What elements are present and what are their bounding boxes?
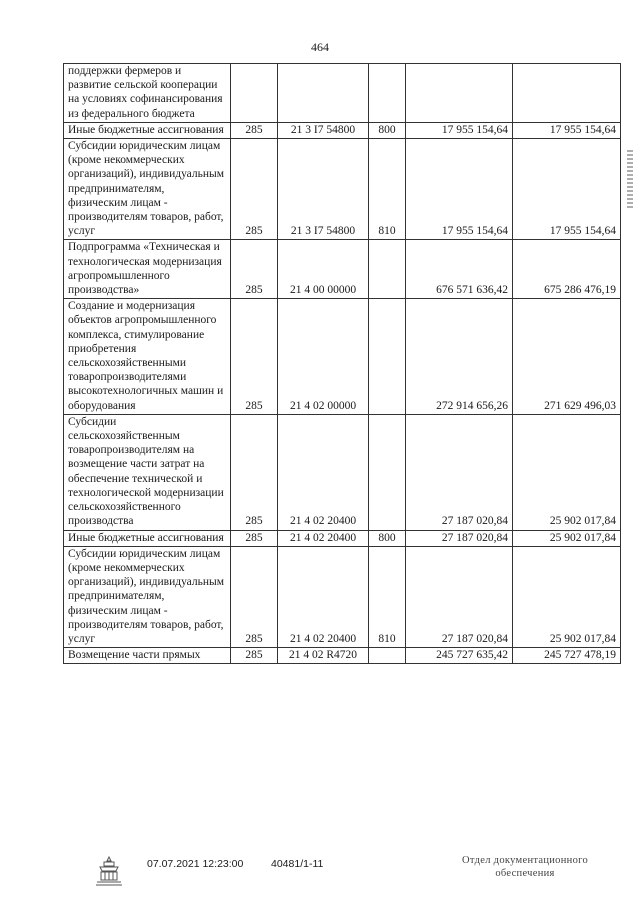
- footer-stamp-line2: обеспечения: [495, 868, 555, 879]
- footer-stamp: [440, 854, 610, 880]
- coat-of-arms-icon: [92, 854, 126, 888]
- table-row: [64, 414, 621, 530]
- row-target-item: 21 4 02 20400: [278, 414, 369, 530]
- row-amount-year1: 17 955 154,64: [406, 139, 513, 240]
- row-expense-type: [369, 299, 406, 415]
- row-amount-year2: 271 629 496,03: [513, 299, 621, 415]
- row-amount-year1: 27 187 020,84: [406, 530, 513, 546]
- row-amount-year2: 25 902 017,84: [513, 530, 621, 546]
- row-name: Иные бюджетные ассигнования: [64, 530, 231, 546]
- table-row: [64, 240, 621, 299]
- row-code: 285: [231, 648, 278, 664]
- row-amount-year2: 245 727 478,19: [513, 648, 621, 664]
- row-expense-type: 810: [369, 546, 406, 647]
- row-expense-type: 810: [369, 139, 406, 240]
- row-target-item: 21 4 02 20400: [278, 530, 369, 546]
- row-expense-type: 800: [369, 122, 406, 138]
- scan-margin-mark: [627, 150, 633, 210]
- footer-stamp-line1: Отдел документационного: [461, 855, 589, 866]
- row-code: 285: [231, 299, 278, 415]
- footer-doc-number: 40481/1-11: [271, 858, 324, 870]
- row-name: Субсидии юридическим лицам (кроме некоммерческих организаций), индивидуальным предпринимателям, физическим лицам - производителям товаров, работ, услуг: [64, 139, 231, 240]
- row-expense-type: [369, 240, 406, 299]
- row-amount-year2: [513, 64, 621, 123]
- row-name: Подпрограмма «Техническая и технологическая модернизация агропромышленного производства»: [64, 240, 231, 299]
- row-name: Субсидии юридическим лицам (кроме некоммерческих организаций), индивидуальным предпринимателям, физическим лицам - производителям товаров, работ, услуг: [64, 546, 231, 647]
- row-code: 285: [231, 139, 278, 240]
- row-name: Субсидии сельскохозяйственным товаропроизводителям на возмещение части затрат на обеспечение технической и технологической модернизации сельскохозяйственного производства: [64, 414, 231, 530]
- row-amount-year1: 272 914 656,26: [406, 299, 513, 415]
- row-code: 285: [231, 414, 278, 530]
- table-row: [64, 546, 621, 647]
- row-name: поддержки фермеров и развитие сельской кооперации на условиях софинансирования из федерального бюджета: [64, 64, 231, 123]
- table-row: [64, 64, 621, 123]
- row-target-item: [278, 64, 369, 123]
- row-amount-year2: 17 955 154,64: [513, 122, 621, 138]
- budget-table: [63, 63, 621, 664]
- row-target-item: 21 4 02 R4720: [278, 648, 369, 664]
- row-amount-year1: [406, 64, 513, 123]
- row-name: Иные бюджетные ассигнования: [64, 122, 231, 138]
- row-amount-year1: 676 571 636,42: [406, 240, 513, 299]
- row-code: [231, 64, 278, 123]
- row-expense-type: [369, 648, 406, 664]
- footer-date: 07.07.2021 12:23:00: [147, 858, 244, 870]
- table-row: [64, 530, 621, 546]
- row-amount-year1: 17 955 154,64: [406, 122, 513, 138]
- row-amount-year1: 245 727 635,42: [406, 648, 513, 664]
- row-target-item: 21 3 I7 54800: [278, 139, 369, 240]
- row-name: Создание и модернизация объектов агропромышленного комплекса, стимулирование приобретения сельскохозяйственными товаропроизводителями высокотехнологичных машин и оборудования: [64, 299, 231, 415]
- row-target-item: 21 4 02 00000: [278, 299, 369, 415]
- row-expense-type: [369, 414, 406, 530]
- row-target-item: 21 4 02 20400: [278, 546, 369, 647]
- row-target-item: 21 3 I7 54800: [278, 122, 369, 138]
- row-code: 285: [231, 530, 278, 546]
- row-name: Возмещение части прямых: [64, 648, 231, 664]
- row-amount-year1: 27 187 020,84: [406, 414, 513, 530]
- row-code: 285: [231, 122, 278, 138]
- row-amount-year2: 25 902 017,84: [513, 546, 621, 647]
- row-code: 285: [231, 240, 278, 299]
- page-number: 464: [311, 40, 329, 54]
- row-target-item: 21 4 00 00000: [278, 240, 369, 299]
- row-amount-year2: 675 286 476,19: [513, 240, 621, 299]
- row-amount-year2: 17 955 154,64: [513, 139, 621, 240]
- row-amount-year2: 25 902 017,84: [513, 414, 621, 530]
- row-amount-year1: 27 187 020,84: [406, 546, 513, 647]
- table-row: [64, 122, 621, 138]
- row-expense-type: [369, 64, 406, 123]
- table-row: [64, 299, 621, 415]
- table-row: [64, 139, 621, 240]
- row-code: 285: [231, 546, 278, 647]
- table-row: [64, 648, 621, 664]
- row-expense-type: 800: [369, 530, 406, 546]
